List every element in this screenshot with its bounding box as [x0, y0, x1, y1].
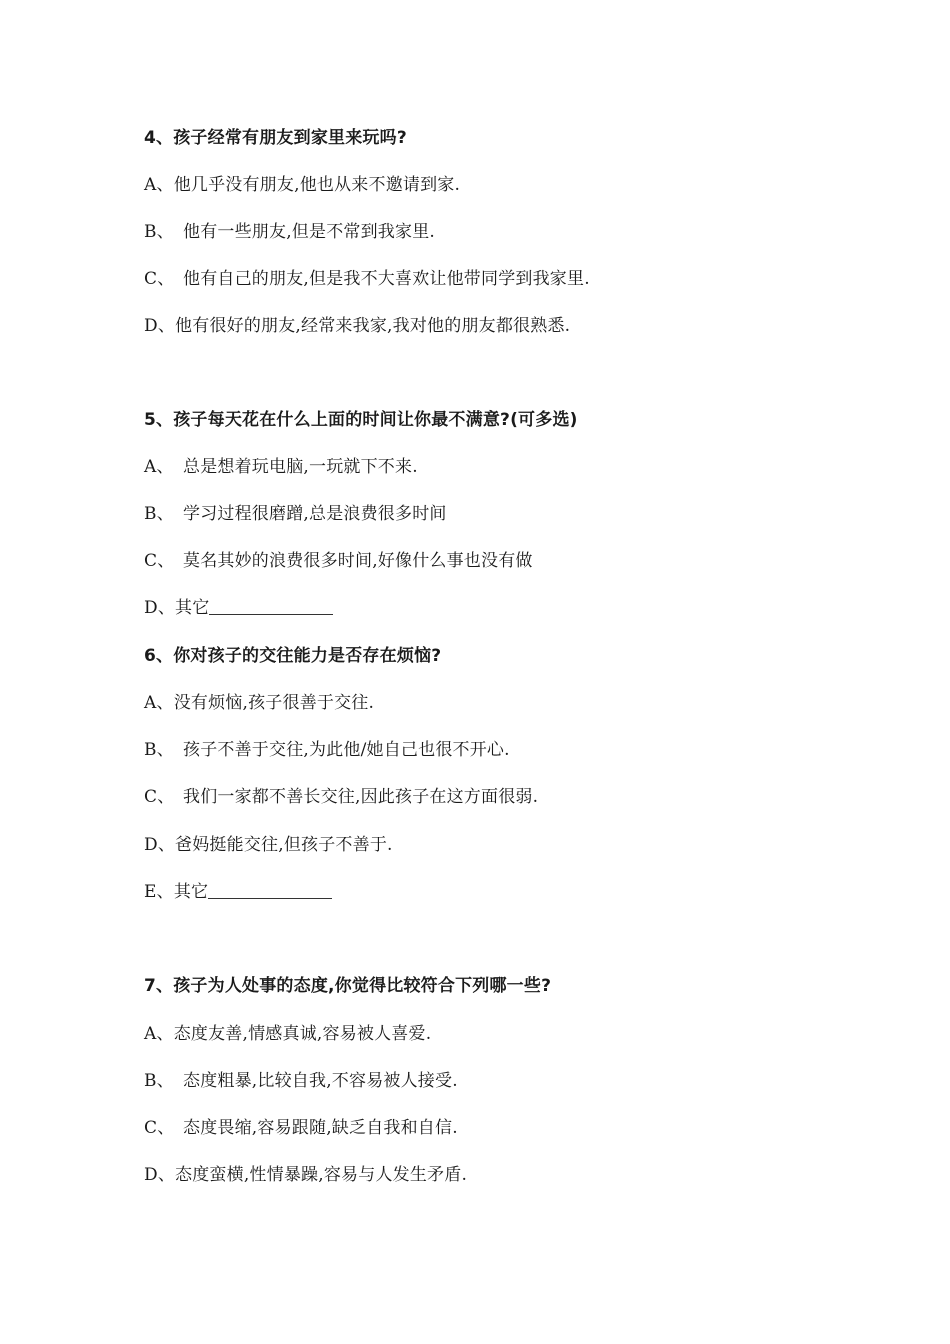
option-label: C、: [144, 1118, 175, 1138]
question-4-title: 4、孩子经常有朋友到家里来玩吗?: [144, 128, 407, 148]
question-7-option-d: [144, 1164, 467, 1186]
question-6-option-a: [144, 692, 374, 714]
option-text: 我们一家都不善长交往,因此孩子在这方面很弱.: [183, 787, 539, 807]
option-text: 他有一些朋友,但是不常到我家里.: [183, 222, 436, 242]
option-label: D、: [144, 316, 176, 336]
option-label: B、: [144, 1071, 174, 1091]
question-5-option-b: [144, 503, 447, 525]
option-text: 莫名其妙的浪费很多时间,好像什么事也没有做: [183, 551, 533, 571]
option-text: 态度友善,情感真诚,容易被人喜爱.: [173, 1024, 432, 1044]
option-label: B、: [144, 222, 174, 242]
question-5-option-d: [144, 597, 333, 619]
question-5-title: 5、孩子每天花在什么上面的时间让你最不满意?(可多选): [144, 410, 578, 430]
question-7-option-b: [144, 1070, 458, 1092]
option-label: A、: [144, 175, 174, 195]
question-5-option-c: [144, 550, 533, 572]
question-6-option-c: [144, 786, 538, 808]
option-label: D、: [144, 835, 176, 855]
option-label: C、: [144, 551, 175, 571]
option-text: 孩子不善于交往,为此他/她自己也很不开心.: [183, 740, 510, 760]
question-5-option-a: [144, 456, 418, 478]
question-4-option-a: [144, 174, 460, 196]
option-text: 没有烦恼,孩子很善于交往.: [173, 693, 375, 713]
option-label: E、: [144, 882, 174, 902]
fill-in-blank[interactable]: [208, 882, 332, 899]
option-text: 他几乎没有朋友,他也从来不邀请到家.: [173, 175, 461, 195]
option-text: 态度粗暴,比较自我,不容易被人接受.: [183, 1071, 458, 1091]
question-4-option-c: [144, 268, 590, 290]
question-7-title: 7、孩子为人处事的态度,你觉得比较符合下列哪一些?: [144, 976, 552, 996]
fill-in-blank[interactable]: [209, 598, 333, 615]
option-label: B、: [144, 740, 174, 760]
option-text: 他有很好的朋友,经常来我家,我对他的朋友都很熟悉.: [175, 316, 571, 336]
question-7-option-a: [144, 1023, 431, 1045]
option-text: 爸妈挺能交往,但孩子不善于.: [175, 835, 393, 855]
question-6-option-b: [144, 739, 510, 761]
option-label: D、: [144, 598, 176, 618]
option-text: 态度畏缩,容易跟随,缺乏自我和自信.: [183, 1118, 458, 1138]
option-text: 其它: [173, 882, 209, 902]
question-6-option-e: [144, 881, 332, 903]
option-label: C、: [144, 269, 175, 289]
option-label: C、: [144, 787, 175, 807]
option-label: A、: [144, 693, 174, 713]
option-text: 态度蛮横,性情暴躁,容易与人发生矛盾.: [175, 1165, 468, 1185]
option-label: A、: [144, 1024, 174, 1044]
option-label: D、: [144, 1165, 176, 1185]
question-6-title: 6、你对孩子的交往能力是否存在烦恼?: [144, 646, 442, 666]
option-text: 其它: [175, 598, 210, 618]
option-text: 学习过程很磨蹭,总是浪费很多时间: [183, 504, 447, 524]
question-7-option-c: [144, 1117, 458, 1139]
option-text: 总是想着玩电脑,一玩就下不来.: [183, 457, 418, 477]
question-4-option-b: [144, 221, 435, 243]
option-label: A、: [144, 457, 174, 477]
question-6-option-d: [144, 834, 393, 856]
option-text: 他有自己的朋友,但是我不大喜欢让他带同学到我家里.: [183, 269, 590, 289]
option-label: B、: [144, 504, 174, 524]
question-4-option-d: [144, 315, 570, 337]
